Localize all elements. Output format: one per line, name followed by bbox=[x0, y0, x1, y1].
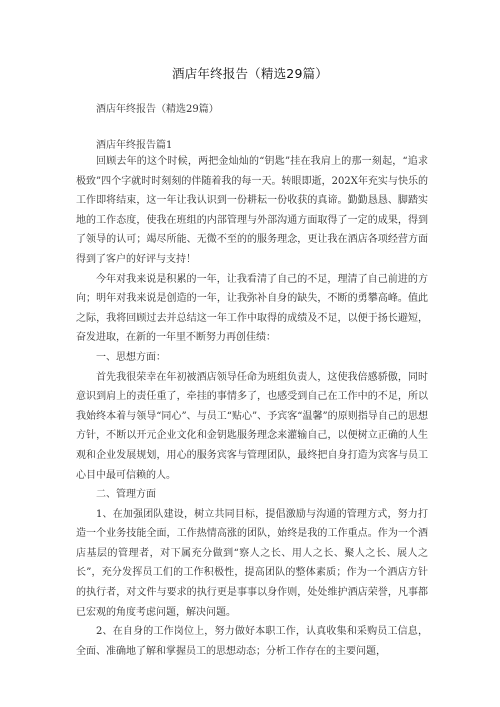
document-title: 酒店年终报告（精选29篇） bbox=[171, 66, 328, 81]
paragraph: 回顾去年的这个时候，两把金灿灿的“钥匙”挂在我肩上的那一刻起，“追求极致”四个字就时时刻刻的伴随着我的每一天。转眼即逝，202X年充实与快乐的工作即将结束，这一年让我认识到一份耕耘一份收获的真谛。勤勤恳恳、脚踏实地的工作态度，使我在班组的内部管理与外部沟通方面取得了一定的成果，得到了领导的认可；竭尽所能、无微不至的的服务理念，更让我在酒店各项经营方面得到了客户的好评与支持！ bbox=[76, 156, 428, 265]
document-body bbox=[76, 152, 428, 661]
document-subtitle: 酒店年终报告（精选29篇） bbox=[96, 104, 219, 115]
paragraph: 今年对我来说是积累的一年，让我看清了自己的不足，理清了自己前进的方向；明年对我来说是创造的一年，让我弥补自身的缺失，不断的勇攀高峰。值此之际，我将回顾过去并总结这一年工作中取得的成绩及不足，以便于扬长避短，奋发进取，在新的一年里不断努力再创佳绩： bbox=[76, 273, 428, 344]
section-heading: 酒店年终报告篇1 bbox=[96, 140, 173, 151]
paragraph: 1、在加强团队建设，树立共同目标，提倡激励与沟通的管理方式，努力打造一个业务技能全面，工作热情高涨的团队，始终是我的工作重点。作为一个酒店基层的管理者，对下属充分做到“察人之长、用人之长、聚人之长、展人之长”，充分发挥员工们的工作积极性，提高团队的整体素质；作为一个酒店方针的执行者，对文件与要求的执行更是事事以身作则，处处维护酒店荣誉，凡事都已宏观的角度考虑问题，解决问题。 bbox=[76, 508, 428, 618]
section-subheading: 二、管理方面 bbox=[96, 489, 156, 501]
section-subheading: 一、思想方面： bbox=[96, 351, 166, 363]
paragraph: 2、在自身的工作岗位上，努力做好本职工作，认真收集和采购员工信息，全面、准确地了解和掌握员工的思想动态；分析工作存在的主要问题， bbox=[76, 626, 428, 657]
paragraph: 首先我很荣幸在年初被酒店领导任命为班组负责人，这使我倍感骄傲，同时意识到肩上的责任重了，牵挂的事情多了，也感受到自己在工作中的不足，所以我始终本着与领导“同心”、与员工“贴心”、予宾客“温馨”的原则指导自己的思想方针，不断以开元企业文化和金钥匙服务理念来灌输自己，以便树立正确的人生观和企业发展规划，用心的服务宾客与管理团队，最终把自身打造为宾客与员工心目中最可信赖的人。 bbox=[76, 371, 428, 481]
